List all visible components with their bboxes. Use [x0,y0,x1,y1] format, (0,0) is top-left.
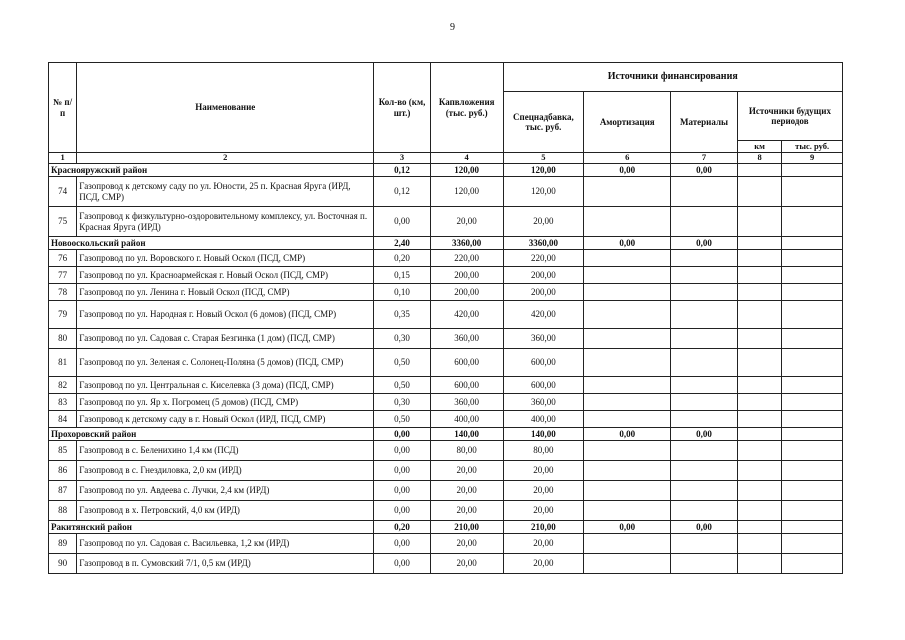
special-cell: 600,00 [503,377,584,394]
header-capex: Капвложения (тыс. руб.) [430,63,503,153]
item-name: Газопровод по ул. Зеленая с. Солонец-Поляна (5 домов) (ПСД, СМР) [77,349,374,377]
special-cell: 140,00 [503,428,584,441]
materials-cell: 0,00 [671,237,738,250]
special-cell: 20,00 [503,207,584,237]
capex-cell: 200,00 [430,284,503,301]
header-amortization: Амортизация [584,92,671,153]
table-row [49,284,843,301]
district-name: Краснояружский район [49,164,374,177]
special-cell: 200,00 [503,284,584,301]
header-qty: Кол-во (км, шт.) [374,63,431,153]
qty-cell: 0,00 [374,481,431,501]
column-index-row [49,153,843,164]
amortization-cell [584,394,671,411]
header-materials: Материалы [671,92,738,153]
future-thous-cell [782,521,843,534]
row-number: 89 [49,534,77,554]
special-cell: 20,00 [503,501,584,521]
capex-cell: 400,00 [430,411,503,428]
future-km-cell [737,441,781,461]
table-row [49,461,843,481]
amortization-cell [584,534,671,554]
amortization-cell: 0,00 [584,164,671,177]
qty-cell: 0,35 [374,301,431,329]
amortization-cell [584,207,671,237]
item-name: Газопровод к детскому саду в г. Новый Оскол (ИРД, ПСД, СМР) [77,411,374,428]
financing-table [48,62,843,574]
amortization-cell [584,461,671,481]
special-cell: 420,00 [503,301,584,329]
district-name: Новооскольский район [49,237,374,250]
materials-cell [671,481,738,501]
district-name: Прохоровский район [49,428,374,441]
table-row [49,207,843,237]
page-number: 9 [450,22,455,33]
amortization-cell [584,349,671,377]
special-cell: 3360,00 [503,237,584,250]
qty-cell: 0,00 [374,501,431,521]
header-thous-rub: тыс. руб. [782,141,843,153]
amortization-cell: 0,00 [584,428,671,441]
special-cell: 360,00 [503,329,584,349]
amortization-cell: 0,00 [584,237,671,250]
future-km-cell [737,428,781,441]
future-km-cell [737,501,781,521]
capex-cell: 80,00 [430,441,503,461]
future-thous-cell [782,461,843,481]
materials-cell [671,461,738,481]
header-special: Спецнадбавка, тыс. руб. [503,92,584,153]
materials-cell [671,250,738,267]
capex-cell: 20,00 [430,554,503,574]
qty-cell: 0,10 [374,284,431,301]
materials-cell [671,177,738,207]
materials-cell: 0,00 [671,521,738,534]
qty-cell: 2,40 [374,237,431,250]
materials-cell [671,554,738,574]
table-row [49,481,843,501]
column-index: 4 [430,153,503,164]
table-row [49,554,843,574]
capex-cell: 20,00 [430,461,503,481]
row-number: 84 [49,411,77,428]
item-name: Газопровод в х. Петровский, 4,0 км (ИРД) [77,501,374,521]
row-number: 78 [49,284,77,301]
row-number: 81 [49,349,77,377]
special-cell: 120,00 [503,177,584,207]
capex-cell: 210,00 [430,521,503,534]
qty-cell: 0,00 [374,554,431,574]
district-row [49,237,843,250]
item-name: Газопровод по ул. Садовая с. Старая Безгинка (1 дом) (ПСД, СМР) [77,329,374,349]
column-index: 3 [374,153,431,164]
future-thous-cell [782,441,843,461]
table-row [49,534,843,554]
capex-cell: 360,00 [430,329,503,349]
table-row [49,267,843,284]
row-number: 74 [49,177,77,207]
row-number: 80 [49,329,77,349]
item-name: Газопровод в с. Гнездиловка, 2,0 км (ИРД) [77,461,374,481]
materials-cell [671,267,738,284]
item-name: Газопровод по ул. Авдеева с. Лучки, 2,4 км (ИРД) [77,481,374,501]
future-thous-cell [782,301,843,329]
future-km-cell [737,461,781,481]
table-row [49,441,843,461]
special-cell: 20,00 [503,534,584,554]
amortization-cell [584,411,671,428]
future-thous-cell [782,501,843,521]
future-thous-cell [782,250,843,267]
amortization-cell [584,301,671,329]
future-km-cell [737,164,781,177]
future-thous-cell [782,237,843,250]
future-thous-cell [782,394,843,411]
column-index: 8 [737,153,781,164]
special-cell: 200,00 [503,267,584,284]
qty-cell: 0,00 [374,441,431,461]
materials-cell [671,394,738,411]
future-km-cell [737,267,781,284]
special-cell: 220,00 [503,250,584,267]
qty-cell: 0,30 [374,394,431,411]
capex-cell: 220,00 [430,250,503,267]
future-km-cell [737,349,781,377]
future-thous-cell [782,349,843,377]
item-name: Газопровод по ул. Центральная с. Киселевка (3 дома) (ПСД, СМР) [77,377,374,394]
qty-cell: 0,00 [374,428,431,441]
capex-cell: 120,00 [430,164,503,177]
special-cell: 600,00 [503,349,584,377]
qty-cell: 0,12 [374,177,431,207]
item-name: Газопровод по ул. Красноармейская г. Новый Оскол (ПСД, СМР) [77,267,374,284]
amortization-cell [584,177,671,207]
qty-cell: 0,15 [374,267,431,284]
qty-cell: 0,50 [374,411,431,428]
future-km-cell [737,521,781,534]
column-index: 2 [77,153,374,164]
future-km-cell [737,301,781,329]
materials-cell [671,301,738,329]
future-thous-cell [782,428,843,441]
future-km-cell [737,411,781,428]
amortization-cell [584,267,671,284]
materials-cell [671,284,738,301]
item-name: Газопровод по ул. Воровского г. Новый Оскол (ПСД, СМР) [77,250,374,267]
column-index: 6 [584,153,671,164]
special-cell: 20,00 [503,554,584,574]
row-number: 90 [49,554,77,574]
materials-cell [671,534,738,554]
capex-cell: 120,00 [430,177,503,207]
future-thous-cell [782,554,843,574]
future-km-cell [737,207,781,237]
materials-cell [671,411,738,428]
materials-cell [671,501,738,521]
materials-cell [671,377,738,394]
future-thous-cell [782,164,843,177]
table-body [49,164,843,574]
capex-cell: 20,00 [430,534,503,554]
special-cell: 210,00 [503,521,584,534]
amortization-cell [584,441,671,461]
amortization-cell [584,250,671,267]
materials-cell [671,329,738,349]
item-name: Газопровод к детскому саду по ул. Юности, 25 п. Красная Яруга (ИРД, ПСД, СМР) [77,177,374,207]
row-number: 83 [49,394,77,411]
district-row [49,521,843,534]
column-index: 5 [503,153,584,164]
column-index: 9 [782,153,843,164]
table-row [49,411,843,428]
row-number: 88 [49,501,77,521]
future-km-cell [737,329,781,349]
amortization-cell [584,554,671,574]
special-cell: 120,00 [503,164,584,177]
special-cell: 400,00 [503,411,584,428]
future-km-cell [737,394,781,411]
future-thous-cell [782,284,843,301]
capex-cell: 140,00 [430,428,503,441]
row-number: 82 [49,377,77,394]
district-name: Ракитянский район [49,521,374,534]
amortization-cell [584,501,671,521]
table-row [49,501,843,521]
future-km-cell [737,481,781,501]
row-number: 76 [49,250,77,267]
future-thous-cell [782,534,843,554]
row-number: 79 [49,301,77,329]
special-cell: 20,00 [503,461,584,481]
row-number: 77 [49,267,77,284]
table-row [49,349,843,377]
row-number: 85 [49,441,77,461]
capex-cell: 20,00 [430,207,503,237]
future-km-cell [737,250,781,267]
table-row [49,394,843,411]
column-index: 7 [671,153,738,164]
capex-cell: 20,00 [430,481,503,501]
column-index: 1 [49,153,77,164]
item-name: Газопровод по ул. Народная г. Новый Оскол (6 домов) (ПСД, СМР) [77,301,374,329]
header-km: км [737,141,781,153]
table-row [49,329,843,349]
table-row [49,177,843,207]
amortization-cell: 0,00 [584,521,671,534]
capex-cell: 200,00 [430,267,503,284]
materials-cell [671,207,738,237]
qty-cell: 0,00 [374,461,431,481]
item-name: Газопровод по ул. Яр х. Погромец (5 домов) (ПСД, СМР) [77,394,374,411]
capex-cell: 600,00 [430,377,503,394]
header-no: № п/п [49,63,77,153]
header-future-periods: Источники будущих периодов [737,92,842,141]
amortization-cell [584,377,671,394]
future-km-cell [737,534,781,554]
table-row [49,377,843,394]
district-row [49,428,843,441]
future-thous-cell [782,177,843,207]
qty-cell: 0,50 [374,349,431,377]
qty-cell: 0,30 [374,329,431,349]
future-km-cell [737,284,781,301]
row-number: 87 [49,481,77,501]
capex-cell: 420,00 [430,301,503,329]
future-km-cell [737,377,781,394]
future-thous-cell [782,267,843,284]
qty-cell: 0,00 [374,207,431,237]
capex-cell: 20,00 [430,501,503,521]
materials-cell: 0,00 [671,164,738,177]
future-thous-cell [782,481,843,501]
qty-cell: 0,20 [374,250,431,267]
header-name: Наименование [77,63,374,153]
capex-cell: 600,00 [430,349,503,377]
amortization-cell [584,329,671,349]
item-name: Газопровод по ул. Садовая с. Васильевка, 1,2 км (ИРД) [77,534,374,554]
qty-cell: 0,12 [374,164,431,177]
future-thous-cell [782,377,843,394]
future-km-cell [737,237,781,250]
future-thous-cell [782,329,843,349]
row-number: 75 [49,207,77,237]
capex-cell: 3360,00 [430,237,503,250]
qty-cell: 0,20 [374,521,431,534]
qty-cell: 0,00 [374,534,431,554]
future-km-cell [737,177,781,207]
district-row [49,164,843,177]
table-row [49,250,843,267]
materials-cell: 0,00 [671,428,738,441]
special-cell: 360,00 [503,394,584,411]
header-sources: Источники финансирования [503,63,842,92]
row-number: 86 [49,461,77,481]
table-row [49,301,843,329]
future-thous-cell [782,411,843,428]
amortization-cell [584,284,671,301]
item-name: Газопровод по ул. Ленина г. Новый Оскол (ПСД, СМР) [77,284,374,301]
future-thous-cell [782,207,843,237]
item-name: Газопровод в с. Беленихино 1,4 км (ПСД) [77,441,374,461]
amortization-cell [584,481,671,501]
special-cell: 80,00 [503,441,584,461]
qty-cell: 0,50 [374,377,431,394]
capex-cell: 360,00 [430,394,503,411]
future-km-cell [737,554,781,574]
materials-cell [671,441,738,461]
item-name: Газопровод к физкультурно-оздоровительному комплексу, ул. Восточная п. Красная Яруга (ИРД) [77,207,374,237]
special-cell: 20,00 [503,481,584,501]
materials-cell [671,349,738,377]
item-name: Газопровод в п. Сумовский 7/1, 0,5 км (ИРД) [77,554,374,574]
